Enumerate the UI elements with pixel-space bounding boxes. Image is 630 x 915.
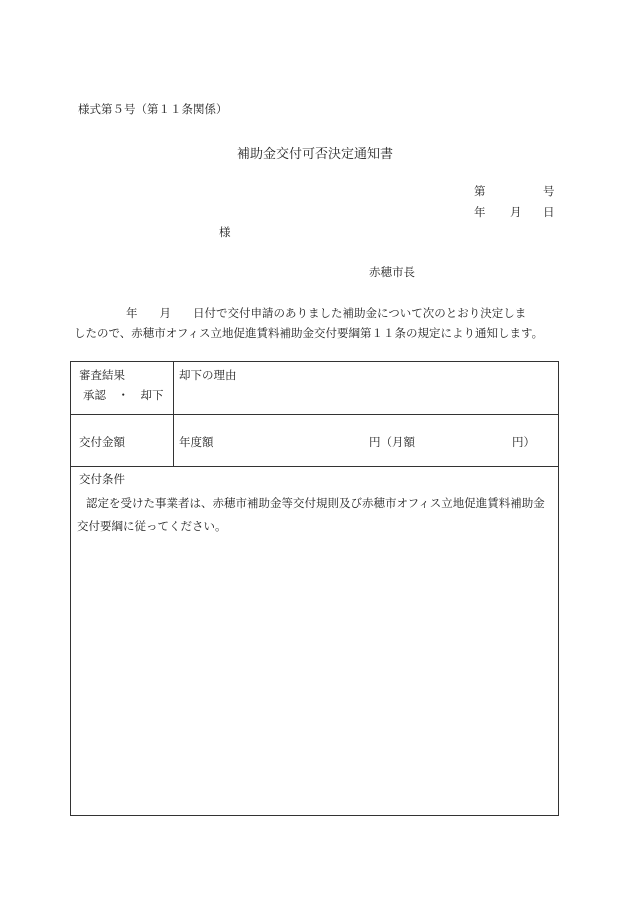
date-year: 年 xyxy=(474,205,486,219)
number-suffix: 号 xyxy=(543,184,555,198)
annual-amount-label: 年度額 xyxy=(179,435,214,449)
body-line2: したので、赤穂市オフィス立地促進賃料補助金交付要綱第１１条の規定により通知します。 xyxy=(74,326,544,340)
form-number: 様式第５号（第１１条関係） xyxy=(78,102,228,116)
document-title: 補助金交付可否決定通知書 xyxy=(236,147,393,162)
body-year: 年 xyxy=(126,306,138,320)
addressee-honorific: 様 xyxy=(219,225,231,239)
monthly-amount-label: 円（月額 xyxy=(369,435,415,449)
grant-amount-label: 交付金額 xyxy=(79,435,125,449)
conditions-text: 認定を受けた事業者は、赤穂市補助金等交付規則及び赤穂市オフィス立地促進賃料補助金交付要綱に従ってください。 xyxy=(77,496,545,533)
decision-table xyxy=(70,361,559,816)
issuer-name: 赤穂市長 xyxy=(369,265,415,279)
column-divider xyxy=(173,362,174,466)
conditions-label: 交付条件 xyxy=(79,472,125,486)
review-result-label: 審査結果 xyxy=(79,368,125,382)
body-month: 月 xyxy=(159,306,171,320)
date-day: 日 xyxy=(543,205,555,219)
number-prefix: 第 xyxy=(474,184,486,198)
row-divider xyxy=(71,414,558,415)
rejection-reason-label: 却下の理由 xyxy=(179,368,237,382)
date-month: 月 xyxy=(510,205,522,219)
yen-close-label: 円） xyxy=(512,435,535,449)
review-options: 承認 ・ 却下 xyxy=(83,388,164,402)
notice-body xyxy=(74,303,556,343)
body-line1: 日付で交付申請のありました補助金について次のとおり決定しま xyxy=(193,306,527,320)
row-divider xyxy=(71,466,558,467)
